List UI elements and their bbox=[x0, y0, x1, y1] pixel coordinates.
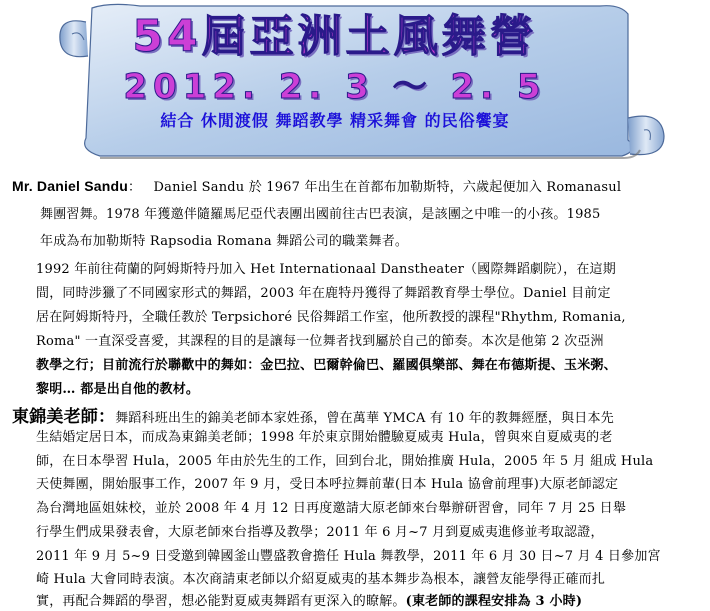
camp-title: 54屆亞洲土風舞營 bbox=[132, 11, 538, 62]
tung-line-1: 舞蹈科班出生的錦美老師本家姓孫，曾在萬華 YMCA 有 10 年的教舞經歷，與日本先 bbox=[115, 411, 614, 426]
sandu-colon: ： bbox=[128, 180, 142, 195]
sandu-name: Mr. Daniel Sandu bbox=[12, 178, 128, 194]
sandu-first-line bbox=[12, 176, 621, 195]
tung-line-7: 2011 年 9 月 5~9 日受邀到韓國釜山豐盛教會擔任 Hula 舞教學，2011 年 6 月 30 日~7 月 4 日參加宮 bbox=[36, 549, 661, 564]
sandu-line-1: Daniel Sandu 於 1967 年出生在首都布加勒斯特，六歲起便加入 Romanasul bbox=[153, 180, 622, 195]
tung-line-9-text: 實，再配合舞蹈的學習，想必能對夏威夷舞蹈有更深入的瞭解。 bbox=[36, 594, 406, 609]
tung-name: 東錦美老師 bbox=[12, 407, 98, 427]
sandu-line-3: 年成為布加勒斯特 Rapsodia Romana 舞蹈公司的職業舞者。 bbox=[40, 234, 409, 249]
sandu-line-6: 居在阿姆斯特丹，全職任教於 Terpsichoré 民俗舞蹈工作室，他所教授的課程"Rhythm, Romania, bbox=[36, 310, 626, 325]
sandu-line-8: 教學之行；目前流行於聯歡中的舞如：金巴拉、巴爾幹倫巴、羅國俱樂部、舞在布德斯提、玉米粥、 bbox=[36, 358, 617, 373]
tung-colon: ： bbox=[98, 407, 116, 427]
tung-line-2: 生結婚定居日本，而成為東錦美老師；1998 年於東京開始體驗夏威夷 Hula，曾與來自夏威夷的老 bbox=[36, 430, 613, 445]
sandu-line-2: 舞團習舞。1978 年獲邀伴隨羅馬尼亞代表團出國前往古巴表演，是該團之中唯一的小孩。1985 bbox=[40, 207, 601, 222]
tung-line-6: 行學生們成果發表會，大原老師來台指導及教學；2011 年 6 月~7 月到夏威夷進修並考取認證， bbox=[36, 525, 604, 540]
sandu-line-7: Roma" 一直深受喜愛，其課程的目的是讓每一位舞者找到屬於自己的節奏。本次是他第 2 次亞洲 bbox=[36, 334, 604, 349]
tung-schedule-note: (東老師的課程安排為 3 小時) bbox=[405, 594, 583, 609]
tung-line-4: 天使舞團，開始服事工作，2007 年 9 月，受日本呼拉舞前輩(日本 Hula 協會前理事)大原老師認定 bbox=[36, 477, 619, 492]
scroll-banner bbox=[0, 0, 710, 165]
sandu-line-5: 間，同時涉獵了不同國家形式的舞蹈，2003 年在鹿特丹獲得了舞蹈教育學士學位。Daniel 目前定 bbox=[36, 286, 611, 301]
tung-first-line bbox=[12, 402, 614, 427]
camp-dates: 2012. 2. 3 ～ 2. 5 bbox=[123, 67, 547, 107]
sandu-line-4: 1992 年前往荷蘭的阿姆斯特丹加入 Het Internationaal Danstheater（國際舞蹈劇院），在這期 bbox=[36, 262, 616, 277]
tung-line-8: 崎 Hula 大會同時表演。本次商請東老師以介紹夏威夷的基本舞步為根本，讓營友能學得正確而扎 bbox=[36, 572, 606, 587]
tung-line-5: 為台灣地區姐妹校，並於 2008 年 4 月 12 日再度邀請大原老師來台舉辦研習會，同年 7 月 25 日舉 bbox=[36, 501, 627, 516]
tung-line-3: 師，在日本學習 Hula，2005 年由於先生的工作，回到台北，開始推廣 Hula，2005 年 5 月 組成 Hula bbox=[36, 454, 654, 469]
sandu-line-9: 黎明… 都是出自他的教材。 bbox=[36, 382, 200, 397]
camp-subtitle: 結合 休閒渡假 舞蹈教學 精采舞會 的民俗饗宴 bbox=[160, 111, 510, 130]
tung-line-9 bbox=[36, 590, 582, 609]
